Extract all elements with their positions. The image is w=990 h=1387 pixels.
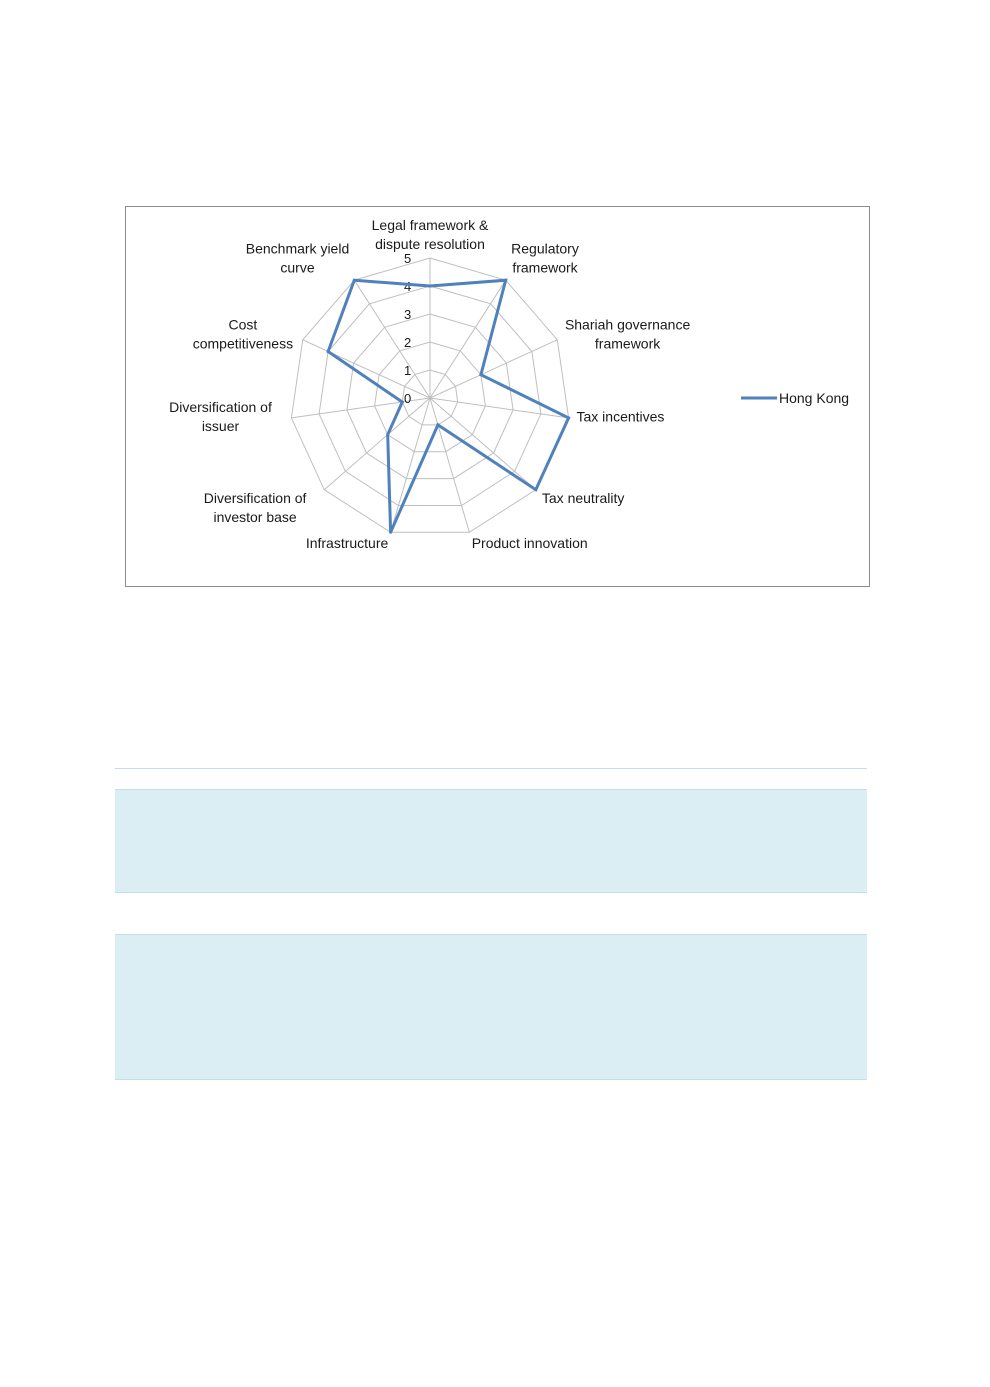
category-label: Shariah governance framework: [564, 316, 691, 352]
tick-label: 1: [404, 363, 412, 378]
category-label: Diversification of investor base: [203, 489, 307, 525]
series-point: [567, 416, 570, 419]
table-area: [115, 768, 867, 1080]
radar-grid: [291, 258, 568, 532]
table-row-band-1: [115, 789, 867, 893]
tick-label: 3: [404, 307, 412, 322]
category-label: Benchmark yield curve: [245, 240, 350, 276]
series-point: [389, 531, 392, 534]
series-point: [401, 401, 404, 404]
radar-chart: [126, 207, 871, 588]
category-label: Tax neutrality: [541, 489, 625, 506]
tick-label: 4: [404, 279, 412, 294]
tick-label: 0: [404, 391, 412, 406]
legend: [741, 390, 849, 406]
series-point: [504, 279, 507, 282]
series-point: [429, 285, 432, 288]
series-point: [386, 433, 389, 436]
grid-spoke: [430, 398, 469, 532]
series-line-hong-kong: [328, 280, 568, 532]
series-point: [327, 350, 330, 353]
series-point: [436, 423, 439, 426]
legend-label-hong-kong: Hong Kong: [779, 390, 850, 406]
series-point: [479, 373, 482, 376]
category-label: Tax incentives: [576, 408, 665, 425]
series-layer: [327, 279, 570, 534]
category-label: Legal framework & dispute resolution: [371, 217, 489, 252]
tick-label: 2: [404, 335, 412, 350]
category-label: Cost competitiveness: [192, 316, 294, 352]
series-point: [353, 279, 356, 282]
chart-frame: [125, 206, 870, 587]
table-top-rule: [115, 768, 867, 769]
category-label: Product innovation: [471, 535, 588, 551]
tick-label: 5: [404, 251, 412, 266]
category-label: Regulatory framework: [511, 240, 579, 276]
table-row-band-2: [115, 934, 867, 1080]
category-label: Diversification of issuer: [169, 399, 272, 435]
series-point: [534, 488, 537, 491]
category-label: Infrastructure: [305, 535, 389, 551]
